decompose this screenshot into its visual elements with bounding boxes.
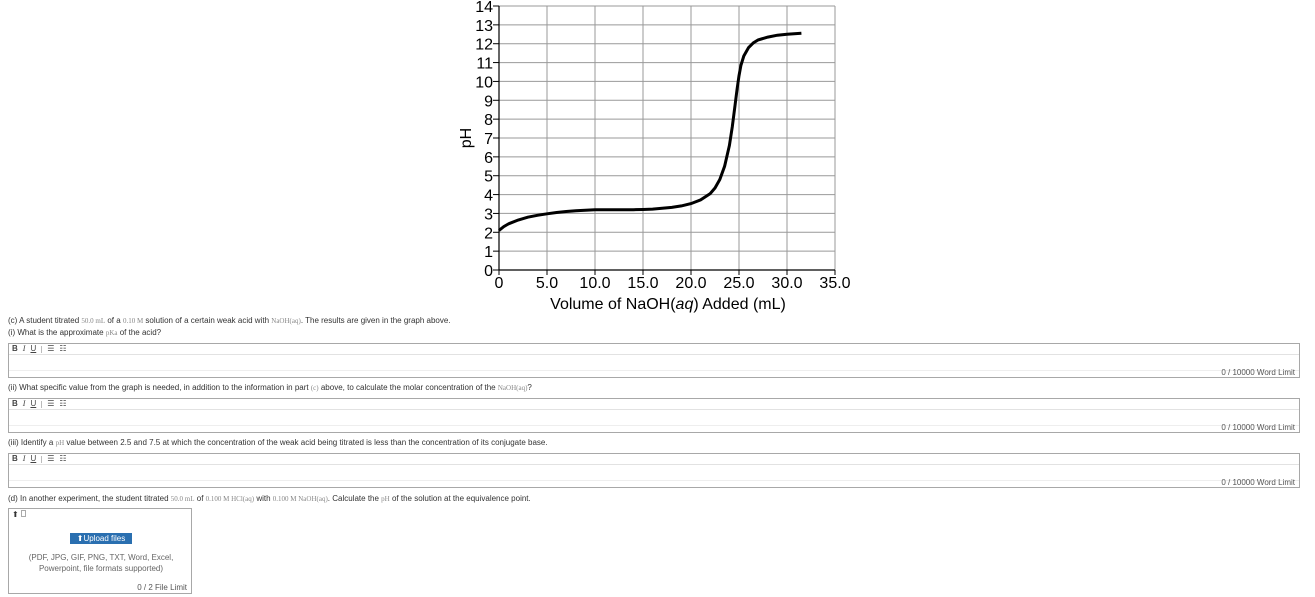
numbered-list-icon[interactable]: ☷ xyxy=(59,454,67,463)
underline-button[interactable]: U xyxy=(30,399,37,408)
file-limit-counter: 0 / 2 File Limit xyxy=(137,583,187,592)
toolbar-divider xyxy=(41,401,42,408)
numbered-list-icon[interactable]: ☷ xyxy=(59,399,67,408)
italic-button[interactable]: I xyxy=(22,399,26,408)
y-tick-label: 5 xyxy=(484,168,493,186)
y-axis-ticks xyxy=(475,0,493,280)
answer-editor-c-iii[interactable] xyxy=(8,453,1300,488)
editor-toolbar xyxy=(9,344,1299,355)
y-tick-label: 1 xyxy=(484,244,493,262)
word-limit-counter: 0 / 10000 Word Limit xyxy=(1221,368,1295,377)
y-tick-label: 14 xyxy=(475,0,493,16)
answer-text-area[interactable] xyxy=(9,410,1299,426)
word-limit-counter: 0 / 10000 Word Limit xyxy=(1221,478,1295,487)
x-tick-label: 35.0 xyxy=(819,275,851,292)
x-tick-label: 5.0 xyxy=(535,275,559,292)
editor-toolbar xyxy=(9,454,1299,465)
x-tick-label: 20.0 xyxy=(675,275,707,292)
titration-curve-chart xyxy=(440,0,870,320)
x-tick-label: 0 xyxy=(494,275,504,292)
y-tick-label: 7 xyxy=(484,131,493,148)
trash-icon[interactable] xyxy=(21,510,26,517)
bullet-list-icon[interactable]: ☰ xyxy=(47,454,55,463)
numbered-list-icon[interactable]: ☷ xyxy=(59,344,67,353)
question-c-intro: (c) A student titrated 50.0 mL of a 0.10 M solution of a certain weak acid with NaOH(aq). The results are given in the graph above. xyxy=(8,316,451,325)
question-c-ii: (ii) What specific value from the graph is needed, in addition to the information in part (c) above, to calculate the molar concentration of the NaOH(aq)? xyxy=(8,383,532,392)
y-tick-label: 13 xyxy=(475,17,493,35)
question-c-i: (i) What is the approximate pKa of the acid? xyxy=(8,328,162,337)
bold-button[interactable]: B xyxy=(12,454,18,463)
answer-editor-c-i[interactable] xyxy=(8,343,1300,378)
y-tick-label: 10 xyxy=(475,74,493,92)
italic-button[interactable]: I xyxy=(22,344,26,353)
question-d: (d) In another experiment, the student titrated 50.0 mL of 0.100 M HCl(aq) with 0.100 M NaOH(aq). Calculate the pH of the solution at the equivalence point. xyxy=(8,494,531,503)
word-limit-counter: 0 / 10000 Word Limit xyxy=(1221,423,1295,432)
y-tick-label: 6 xyxy=(484,149,493,167)
x-tick-label: 30.0 xyxy=(771,275,803,292)
x-tick-label: 15.0 xyxy=(627,275,659,292)
chart-grid xyxy=(493,6,835,275)
y-tick-label: 3 xyxy=(484,206,493,224)
bold-button[interactable]: B xyxy=(12,399,18,408)
y-tick-label: 0 xyxy=(484,263,493,280)
y-tick-label: 11 xyxy=(476,55,493,73)
y-tick-label: 12 xyxy=(475,36,493,54)
answer-text-area[interactable] xyxy=(9,465,1299,481)
y-tick-label: 2 xyxy=(484,225,493,243)
supported-formats-text: (PDF, JPG, GIF, PNG, TXT, Word, Excel, Powerpoint, file formats supported) xyxy=(28,553,174,573)
editor-toolbar xyxy=(9,399,1299,410)
answer-editor-c-ii[interactable] xyxy=(8,398,1300,433)
y-tick-label: 4 xyxy=(484,187,493,205)
bullet-list-icon[interactable]: ☰ xyxy=(47,399,55,408)
italic-button[interactable]: I xyxy=(22,454,26,463)
x-tick-label: 25.0 xyxy=(723,275,755,292)
upload-files-button[interactable]: ⬆Upload files xyxy=(70,533,132,544)
x-axis-label: Volume of NaOH(aq) Added (mL) xyxy=(550,296,786,313)
bold-button[interactable]: B xyxy=(12,344,18,353)
y-tick-label: 9 xyxy=(484,93,493,111)
file-upload-box[interactable] xyxy=(8,508,192,594)
upload-arrow-icon[interactable]: ⬆ xyxy=(12,510,19,519)
toolbar-divider xyxy=(41,346,42,353)
y-tick-label: 8 xyxy=(484,112,493,130)
x-axis-ticks xyxy=(495,275,851,292)
answer-text-area[interactable] xyxy=(9,355,1299,371)
bullet-list-icon[interactable]: ☰ xyxy=(47,344,55,353)
y-axis-label: pH xyxy=(458,127,475,149)
underline-button[interactable]: U xyxy=(30,454,37,463)
underline-button[interactable]: U xyxy=(30,344,37,353)
x-tick-label: 10.0 xyxy=(579,275,611,292)
question-c-iii: (iii) Identify a pH value between 2.5 and 7.5 at which the concentration of the weak acid being titrated is less than the concentration of its conjugate base. xyxy=(8,438,548,447)
toolbar-divider xyxy=(41,456,42,463)
